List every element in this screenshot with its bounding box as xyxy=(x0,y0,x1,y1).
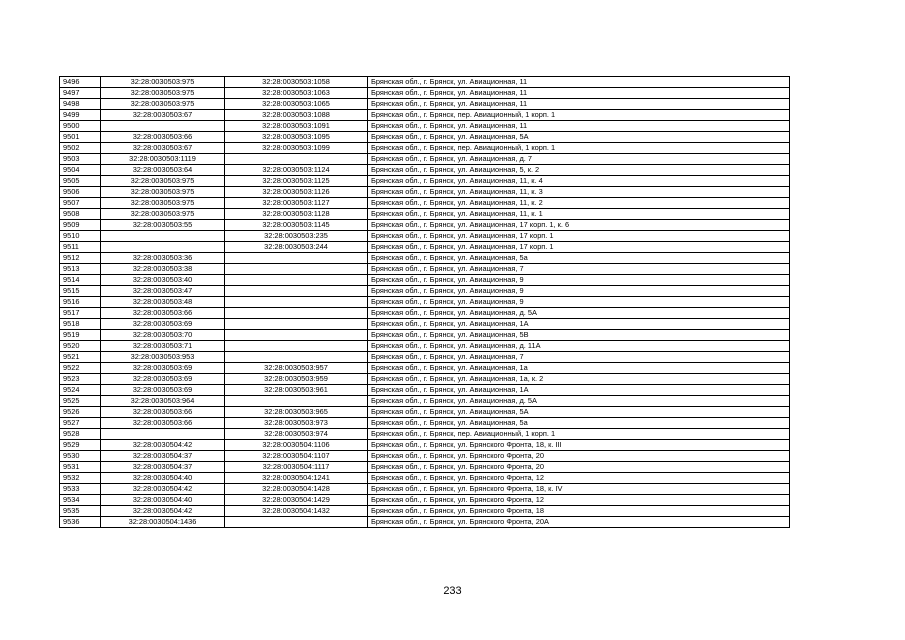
row-number: 9502 xyxy=(60,143,101,154)
table-row xyxy=(60,308,790,319)
address: Брянская обл., г. Брянск, ул. Авиационная, 17 корп. 1 xyxy=(368,231,790,242)
row-number: 9526 xyxy=(60,407,101,418)
table-row xyxy=(60,440,790,451)
table-row xyxy=(60,99,790,110)
address: Брянская обл., г. Брянск, ул. Авиационная, 1а, к. 2 xyxy=(368,374,790,385)
cadastral-number-2: 32:28:0030503:1128 xyxy=(225,209,368,220)
cadastral-number-1: 32:28:0030503:71 xyxy=(101,341,225,352)
table-row xyxy=(60,374,790,385)
cadastral-number-2: 32:28:0030504:1117 xyxy=(225,462,368,473)
table-row xyxy=(60,473,790,484)
address: Брянская обл., г. Брянск, ул. Авиационная, 9 xyxy=(368,286,790,297)
row-number: 9515 xyxy=(60,286,101,297)
address: Брянская обл., г. Брянск, ул. Брянского Фронта, 20А xyxy=(368,517,790,528)
cadastral-number-2 xyxy=(225,253,368,264)
cadastral-number-2: 32:28:0030503:1095 xyxy=(225,132,368,143)
address: Брянская обл., г. Брянск, ул. Авиационная, д. 5А xyxy=(368,396,790,407)
table-row xyxy=(60,418,790,429)
table-row xyxy=(60,451,790,462)
row-number: 9518 xyxy=(60,319,101,330)
table-row xyxy=(60,242,790,253)
address: Брянская обл., г. Брянск, пер. Авиационный, 1 корп. 1 xyxy=(368,110,790,121)
cadastral-number-2 xyxy=(225,154,368,165)
cadastral-number-2: 32:28:0030503:1126 xyxy=(225,187,368,198)
cadastral-number-1: 32:28:0030503:66 xyxy=(101,418,225,429)
cadastral-number-1: 32:28:0030503:55 xyxy=(101,220,225,231)
cadastral-number-2 xyxy=(225,286,368,297)
cadastral-number-2 xyxy=(225,330,368,341)
cadastral-number-1: 32:28:0030503:953 xyxy=(101,352,225,363)
address: Брянская обл., г. Брянск, ул. Брянского Фронта, 18, к. IV xyxy=(368,484,790,495)
cadastral-number-2: 32:28:0030503:973 xyxy=(225,418,368,429)
row-number: 9499 xyxy=(60,110,101,121)
table-row xyxy=(60,231,790,242)
row-number: 9522 xyxy=(60,363,101,374)
address: Брянская обл., г. Брянск, ул. Авиационная, 11 xyxy=(368,77,790,88)
cadastral-number-1 xyxy=(101,231,225,242)
address: Брянская обл., г. Брянск, ул. Авиационная, 5а xyxy=(368,253,790,264)
table-row xyxy=(60,506,790,517)
address: Брянская обл., г. Брянск, ул. Авиационная, 11, к. 4 xyxy=(368,176,790,187)
cadastral-number-1: 32:28:0030503:66 xyxy=(101,407,225,418)
address: Брянская обл., г. Брянск, ул. Брянского Фронта, 12 xyxy=(368,473,790,484)
table-row xyxy=(60,121,790,132)
cadastral-number-1: 32:28:0030503:975 xyxy=(101,209,225,220)
address: Брянская обл., г. Брянск, ул. Авиационная, 17 корп. 1, к. 6 xyxy=(368,220,790,231)
page-number: 233 xyxy=(443,585,462,597)
address: Брянская обл., г. Брянск, ул. Авиационная, д. 11А xyxy=(368,341,790,352)
table-row xyxy=(60,517,790,528)
cadastral-number-2: 32:28:0030503:1145 xyxy=(225,220,368,231)
cadastral-number-2: 32:28:0030503:1091 xyxy=(225,121,368,132)
row-number: 9524 xyxy=(60,385,101,396)
cadastral-number-1: 32:28:0030503:70 xyxy=(101,330,225,341)
cadastral-number-2: 32:28:0030503:1065 xyxy=(225,99,368,110)
cadastral-number-1: 32:28:0030504:40 xyxy=(101,473,225,484)
table-row xyxy=(60,330,790,341)
cadastral-number-1: 32:28:0030503:69 xyxy=(101,363,225,374)
cadastral-number-1: 32:28:0030503:69 xyxy=(101,319,225,330)
row-number: 9533 xyxy=(60,484,101,495)
cadastral-number-2 xyxy=(225,396,368,407)
table-row xyxy=(60,176,790,187)
table-row xyxy=(60,88,790,99)
cadastral-number-1 xyxy=(101,242,225,253)
cadastral-number-2 xyxy=(225,517,368,528)
cadastral-number-1: 32:28:0030503:975 xyxy=(101,176,225,187)
address: Брянская обл., г. Брянск, ул. Брянского Фронта, 20 xyxy=(368,451,790,462)
row-number: 9534 xyxy=(60,495,101,506)
row-number: 9512 xyxy=(60,253,101,264)
address: Брянская обл., г. Брянск, ул. Авиационная, 5А xyxy=(368,132,790,143)
cadastral-number-1: 32:28:0030504:40 xyxy=(101,495,225,506)
table-row xyxy=(60,286,790,297)
row-number: 9521 xyxy=(60,352,101,363)
address: Брянская обл., г. Брянск, ул. Авиационная, д. 5А xyxy=(368,308,790,319)
cadastral-number-2: 32:28:0030503:244 xyxy=(225,242,368,253)
table-row xyxy=(60,77,790,88)
address: Брянская обл., г. Брянск, ул. Авиационная, 5А xyxy=(368,407,790,418)
table-row xyxy=(60,297,790,308)
cadastral-number-1: 32:28:0030504:42 xyxy=(101,440,225,451)
address: Брянская обл., г. Брянск, ул. Авиационная, 11, к. 3 xyxy=(368,187,790,198)
table-row xyxy=(60,363,790,374)
table-row xyxy=(60,385,790,396)
cadastral-number-1: 32:28:0030503:67 xyxy=(101,143,225,154)
row-number: 9503 xyxy=(60,154,101,165)
row-number: 9535 xyxy=(60,506,101,517)
row-number: 9520 xyxy=(60,341,101,352)
table-row xyxy=(60,187,790,198)
row-number: 9536 xyxy=(60,517,101,528)
table-body xyxy=(60,77,790,528)
cadastral-number-2: 32:28:0030503:1058 xyxy=(225,77,368,88)
cadastral-number-2: 32:28:0030503:961 xyxy=(225,385,368,396)
table-row xyxy=(60,220,790,231)
address: Брянская обл., г. Брянск, ул. Авиационная, 1А xyxy=(368,319,790,330)
cadastral-number-1: 32:28:0030503:1119 xyxy=(101,154,225,165)
cadastral-number-1: 32:28:0030503:48 xyxy=(101,297,225,308)
cadastral-number-2 xyxy=(225,341,368,352)
address: Брянская обл., г. Брянск, ул. Авиационная, 11, к. 2 xyxy=(368,198,790,209)
cadastral-number-1: 32:28:0030503:975 xyxy=(101,77,225,88)
table-row xyxy=(60,429,790,440)
row-number: 9516 xyxy=(60,297,101,308)
row-number: 9527 xyxy=(60,418,101,429)
address: Брянская обл., г. Брянск, ул. Брянского Фронта, 20 xyxy=(368,462,790,473)
cadastral-number-2: 32:28:0030503:235 xyxy=(225,231,368,242)
row-number: 9508 xyxy=(60,209,101,220)
cadastral-number-1: 32:28:0030503:69 xyxy=(101,374,225,385)
cadastral-number-1: 32:28:0030504:1436 xyxy=(101,517,225,528)
row-number: 9505 xyxy=(60,176,101,187)
address: Брянская обл., г. Брянск, ул. Авиационная, 11 xyxy=(368,99,790,110)
table-row xyxy=(60,396,790,407)
address: Брянская обл., г. Брянск, ул. Авиационная, 7 xyxy=(368,264,790,275)
row-number: 9513 xyxy=(60,264,101,275)
address: Брянская обл., г. Брянск, ул. Авиационная, 11 xyxy=(368,121,790,132)
table-row xyxy=(60,495,790,506)
table-row xyxy=(60,132,790,143)
cadastral-number-1 xyxy=(101,429,225,440)
table-row xyxy=(60,341,790,352)
table-row xyxy=(60,143,790,154)
address: Брянская обл., г. Брянск, ул. Брянского Фронта, 12 xyxy=(368,495,790,506)
cadastral-number-1: 32:28:0030503:69 xyxy=(101,385,225,396)
cadastral-number-1: 32:28:0030503:66 xyxy=(101,132,225,143)
address: Брянская обл., г. Брянск, пер. Авиационный, 1 корп. 1 xyxy=(368,429,790,440)
cadastral-number-1: 32:28:0030504:42 xyxy=(101,484,225,495)
row-number: 9501 xyxy=(60,132,101,143)
address: Брянская обл., г. Брянск, ул. Авиационная, 17 корп. 1 xyxy=(368,242,790,253)
row-number: 9528 xyxy=(60,429,101,440)
cadastral-number-1: 32:28:0030503:66 xyxy=(101,308,225,319)
cadastral-number-2: 32:28:0030503:959 xyxy=(225,374,368,385)
row-number: 9507 xyxy=(60,198,101,209)
address: Брянская обл., г. Брянск, ул. Авиационная, 1А xyxy=(368,385,790,396)
cadastral-number-2 xyxy=(225,319,368,330)
cadastral-number-1 xyxy=(101,121,225,132)
row-number: 9496 xyxy=(60,77,101,88)
cadastral-number-1: 32:28:0030503:975 xyxy=(101,198,225,209)
cadastral-number-2: 32:28:0030504:1432 xyxy=(225,506,368,517)
row-number: 9519 xyxy=(60,330,101,341)
table-row xyxy=(60,110,790,121)
table-row xyxy=(60,154,790,165)
address: Брянская обл., г. Брянск, ул. Брянского Фронта, 18, к. III xyxy=(368,440,790,451)
row-number: 9523 xyxy=(60,374,101,385)
cadastral-number-1: 32:28:0030504:37 xyxy=(101,462,225,473)
cadastral-number-1: 32:28:0030503:67 xyxy=(101,110,225,121)
table-row xyxy=(60,319,790,330)
cadastral-number-2 xyxy=(225,308,368,319)
table-row xyxy=(60,253,790,264)
cadastral-number-2: 32:28:0030503:1088 xyxy=(225,110,368,121)
cadastral-number-2: 32:28:0030503:1124 xyxy=(225,165,368,176)
address: Брянская обл., г. Брянск, ул. Авиационная, 5а xyxy=(368,418,790,429)
cadastral-number-1: 32:28:0030504:42 xyxy=(101,506,225,517)
cadastral-number-2: 32:28:0030503:1127 xyxy=(225,198,368,209)
cadastral-number-1: 32:28:0030504:37 xyxy=(101,451,225,462)
address: Брянская обл., г. Брянск, ул. Авиационная, 7 xyxy=(368,352,790,363)
cadastral-number-2 xyxy=(225,264,368,275)
table-row xyxy=(60,209,790,220)
address: Брянская обл., г. Брянск, ул. Авиационная, 5В xyxy=(368,330,790,341)
row-number: 9510 xyxy=(60,231,101,242)
cadastral-number-2: 32:28:0030504:1241 xyxy=(225,473,368,484)
address: Брянская обл., г. Брянск, ул. Авиационная, 1а xyxy=(368,363,790,374)
cadastral-number-2: 32:28:0030503:974 xyxy=(225,429,368,440)
cadastral-number-1: 32:28:0030503:975 xyxy=(101,99,225,110)
row-number: 9498 xyxy=(60,99,101,110)
row-number: 9497 xyxy=(60,88,101,99)
cadastral-number-1: 32:28:0030503:40 xyxy=(101,275,225,286)
row-number: 9517 xyxy=(60,308,101,319)
row-number: 9530 xyxy=(60,451,101,462)
cadastral-number-2: 32:28:0030503:1125 xyxy=(225,176,368,187)
address: Брянская обл., г. Брянск, ул. Брянского Фронта, 18 xyxy=(368,506,790,517)
cadastral-number-1: 32:28:0030503:964 xyxy=(101,396,225,407)
cadastral-number-2: 32:28:0030504:1428 xyxy=(225,484,368,495)
table-row xyxy=(60,484,790,495)
cadastral-number-2: 32:28:0030504:1107 xyxy=(225,451,368,462)
row-number: 9525 xyxy=(60,396,101,407)
cadastral-number-1: 32:28:0030503:38 xyxy=(101,264,225,275)
table-row xyxy=(60,264,790,275)
row-number: 9500 xyxy=(60,121,101,132)
row-number: 9511 xyxy=(60,242,101,253)
cadastral-number-1: 32:28:0030503:975 xyxy=(101,187,225,198)
table-row xyxy=(60,407,790,418)
table-row xyxy=(60,165,790,176)
address: Брянская обл., г. Брянск, ул. Авиационная, 5, к. 2 xyxy=(368,165,790,176)
address: Брянская обл., г. Брянск, ул. Авиационная, 11, к. 1 xyxy=(368,209,790,220)
cadastral-number-2: 32:28:0030503:957 xyxy=(225,363,368,374)
row-number: 9531 xyxy=(60,462,101,473)
cadastral-number-2: 32:28:0030504:1429 xyxy=(225,495,368,506)
cadastral-number-1: 32:28:0030503:975 xyxy=(101,88,225,99)
cadastral-table xyxy=(59,76,790,528)
cadastral-number-2: 32:28:0030504:1106 xyxy=(225,440,368,451)
row-number: 9514 xyxy=(60,275,101,286)
cadastral-number-2 xyxy=(225,352,368,363)
cadastral-number-2: 32:28:0030503:965 xyxy=(225,407,368,418)
row-number: 9532 xyxy=(60,473,101,484)
address: Брянская обл., г. Брянск, пер. Авиационный, 1 корп. 1 xyxy=(368,143,790,154)
row-number: 9509 xyxy=(60,220,101,231)
table-row xyxy=(60,352,790,363)
cadastral-number-1: 32:28:0030503:36 xyxy=(101,253,225,264)
address: Брянская обл., г. Брянск, ул. Авиационная, 11 xyxy=(368,88,790,99)
row-number: 9504 xyxy=(60,165,101,176)
cadastral-number-2 xyxy=(225,297,368,308)
row-number: 9506 xyxy=(60,187,101,198)
cadastral-number-2: 32:28:0030503:1099 xyxy=(225,143,368,154)
table-row xyxy=(60,462,790,473)
cadastral-number-2: 32:28:0030503:1063 xyxy=(225,88,368,99)
table-row xyxy=(60,198,790,209)
table-row xyxy=(60,275,790,286)
address: Брянская обл., г. Брянск, ул. Авиационная, 9 xyxy=(368,297,790,308)
cadastral-number-2 xyxy=(225,275,368,286)
row-number: 9529 xyxy=(60,440,101,451)
cadastral-number-1: 32:28:0030503:64 xyxy=(101,165,225,176)
cadastral-number-1: 32:28:0030503:47 xyxy=(101,286,225,297)
address: Брянская обл., г. Брянск, ул. Авиационная, 9 xyxy=(368,275,790,286)
address: Брянская обл., г. Брянск, ул. Авиационная, д. 7 xyxy=(368,154,790,165)
